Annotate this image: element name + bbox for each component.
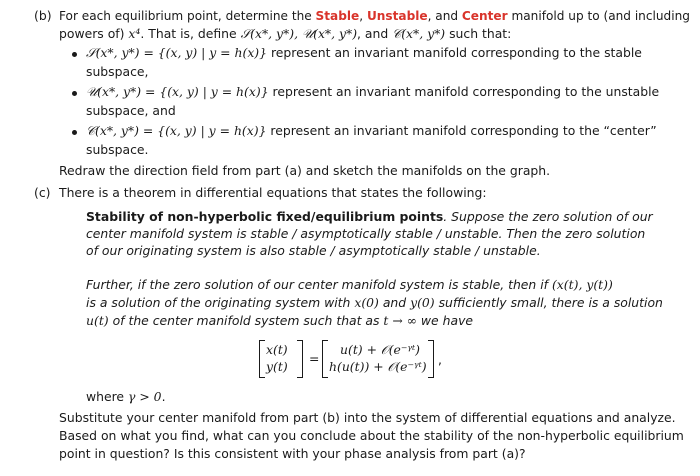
bullet-unstable-line-1: 𝒰(x*, y*) = {(x, y) | y = h(x)} represent an invariant manifold corresponding to the unstable — [86, 84, 660, 99]
part-c-intro: There is a theorem in differential equations that states the following: — [59, 185, 487, 200]
part-b-label: (b) — [34, 8, 52, 23]
bullet-unstable-line-2: subspace, and — [86, 103, 176, 118]
rhs-bottom: h(u(t)) + 𝒪(e⁻ᵞᵗ) — [329, 359, 427, 374]
where-line: where γ > 0. — [86, 389, 166, 404]
unstable-keyword: Unstable — [366, 8, 428, 23]
bullet-center-line-2: subspace. — [86, 142, 149, 157]
lhs-y: y(t) — [266, 359, 288, 374]
bullet-stable-line-2: subspace, — [86, 64, 149, 79]
center-keyword: Center — [461, 8, 508, 23]
further-line-2: is a solution of the originating system with x(0) and y(0) sufficiently small, there is a solution — [86, 295, 663, 310]
further-line-3: u(t) of the center manifold system such that as t → ∞ we have — [86, 313, 474, 328]
rhs-vector — [322, 340, 434, 378]
lhs-vector — [259, 340, 303, 378]
stable-keyword: Stable — [315, 8, 360, 23]
theorem-line-2: center manifold system is stable / asymptotically stable / unstable. Then the zero solution — [86, 226, 646, 241]
equals-sign: = — [309, 351, 320, 366]
substitute-line-3: point in question? Is this consistent with your phase analysis from part (a)? — [59, 446, 526, 461]
theorem-title: Stability of non-hyperbolic fixed/equilibrium points — [86, 209, 444, 224]
further-line-1: Further, if the zero solution of our center manifold system is stable, then if (x(t), y(t)) — [86, 277, 613, 292]
equation-comma: , — [438, 352, 442, 367]
theorem-line-3: of our originating system is also stable / asymptotically stable / unstable. — [86, 243, 541, 258]
theorem-line-1: Stability of non-hyperbolic fixed/equilibrium points. Suppose the zero solution of our — [86, 209, 653, 224]
bullet-center-line-1: 𝒞(x*, y*) = {(x, y) | y = h(x)} represent an invariant manifold corresponding to the “center” — [86, 123, 657, 138]
lhs-x: x(t) — [266, 342, 288, 357]
part-c-label: (c) — [34, 185, 51, 200]
part-b-redraw: Redraw the direction field from part (a) and sketch the manifolds on the graph. — [59, 163, 551, 178]
substitute-line-1: Substitute your center manifold from part (b) into the system of differential equations and analyze. — [59, 410, 676, 425]
part-b-intro-line-2: powers of) x⁴. That is, define 𝒮(x*, y*), 𝒰(x*, y*), and 𝒞(x*, y*) such that: — [59, 26, 512, 41]
bullet-stable — [72, 52, 77, 57]
part-b-intro-line-1: For each equilibrium point, determine the Stable, Unstable, and Center manifold up to (and including — [59, 8, 690, 23]
rhs-top: u(t) + 𝒪(e⁻ᵞᵗ) — [340, 342, 420, 357]
bullet-center — [72, 130, 77, 135]
bullet-unstable — [72, 91, 77, 96]
bullet-stable-line-1: 𝒮(x*, y*) = {(x, y) | y = h(x)} represent an invariant manifold corresponding to the stable — [86, 45, 642, 60]
substitute-line-2: Based on what you find, what can you conclude about the stability of the non-hyperbolic equilibrium — [59, 428, 684, 443]
